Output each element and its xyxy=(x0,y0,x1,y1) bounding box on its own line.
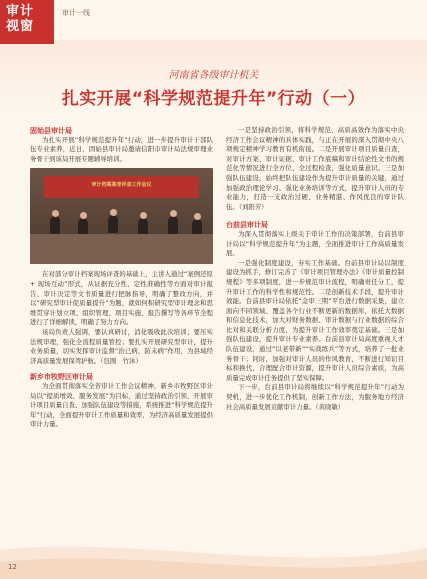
section-heading-muye: 新乡市牧野区审计局 xyxy=(30,372,93,382)
section-heading-taiqian: 台前县审计局 xyxy=(226,220,268,230)
column-badge xyxy=(0,0,54,44)
attendee-head xyxy=(52,210,59,217)
article-subtitle: 河南省各级审计机关 xyxy=(168,70,259,81)
meeting-photo xyxy=(30,168,213,264)
section-label: 审计一线 xyxy=(62,9,90,17)
paragraph: 下一步，台前县审计局将继续以“科学规范提升年”行动为契机，进一步优化工作机制，创新工作方法，为服务地方经济社会高质量发展贡献审计力量。（黄晓敏） xyxy=(226,383,404,411)
attendee-figure xyxy=(50,216,60,234)
paragraph: 为扎实开展“科学规范提升年”行动，进一步提升审计干部队伍专业素养，近日，固始县审计局邀请信阳市审计局法规审理业务骨干到该局开展专题辅导培训。 xyxy=(30,135,213,163)
left-column xyxy=(30,126,213,430)
conference-table xyxy=(30,234,213,264)
paragraph: 在对部分审计档案现场评查的基础上，主讲人通过“案例还原 + 现场互动”形式，从证据充分性、定性准确性等方面对审计报告、审计决定等文书质量进行把脉指导，明确了整改方向，并以“研究型审计促质量提升”为题，就如何积研究型审计理念和思维贯穿计划立项、组织管理、项目实施、报告撰写等各环节全程进行了详细解读，明确了努力方向。 xyxy=(30,270,213,327)
paragraph: 一是坚持政治引领，将科学规范、高质高效作为落实中央经济工作会议精神的具体实践，与正在开展的深入贯彻中央八项规定精神学习教育有机衔接。二是开展审计项目质量自查，对审计方案、审计证据、审计工作底稿和审计结论性文书的规范化等情况进行全方位、全过程检查，强化质量意识。三是加强队伍建设，始终把队伍建设作为提升审计质量的关键，通过加强政治理论学习、强化业务培训等方式，提升审计人员的专业能力，打造一支政治过硬、业务精湛、作风优良的审计队伍。（刘阳芳） xyxy=(226,126,404,211)
attendee-head xyxy=(194,213,201,220)
attendee-head xyxy=(110,209,117,216)
attendee-head xyxy=(170,210,177,217)
paragraph: 该局负责人强调，要认真研讨，消化吸收此次培训；要压实法规审理，强化全流程质量管控；要扎实开展研究型审计，提升业务质量，切实发挥审计监督“治已病、防未病”作用，为县域经济高质量发展保驾护航。（包刚 竹沐） xyxy=(30,327,213,365)
decorative-footer-curve xyxy=(0,530,427,579)
badge-line-1: 审计 xyxy=(6,4,35,19)
section-heading-gushi: 固始县审计局 xyxy=(30,126,72,135)
attendee-head xyxy=(80,212,87,219)
attendee-figure xyxy=(168,216,178,234)
photo-banner xyxy=(44,176,199,198)
badge-line-2: 视窗 xyxy=(6,19,35,34)
attendee-figure xyxy=(108,215,118,233)
paragraph: 一是强化制度建设，夯实工作基础。台前县审计局以制度建设为抓手，修订完善了《审计项目管理办法》《审计质量控制规程》等多项制度，进一步规范审计流程，明确责任分工，提升审计工作的科学性和规范性。二是创新技术手段，提升审计效能。台前县审计局依托“金审三期”平台进行数据采集，建立面向不同领域、覆盖各个行业不断更新的数据库，依托大数据和信息化技术，加大对财务数据、审计数据与行业数据的综合比对和关联分析力度，为提升审计工作效率奠定基础。三是加强队伍建设，提升审计专业素养。台前县审计局高度重视人才队伍建设，通过“以老带新”“实战练兵”等方式，培养了一批业务骨干；同时，加强对审计人员的作风教育，不断进行知识目标和换代，合理配合审计资源，提升审计人员综合素质，为高质量完成审计任务提供了坚实保障。 xyxy=(226,258,404,382)
right-column xyxy=(226,126,404,412)
page-number: 12 xyxy=(8,563,17,571)
article-title: 扎实开展“科学规范提升年”行动（一） xyxy=(61,89,366,109)
photo-banner-text: 审计档案案卷评查工作会议 xyxy=(91,182,152,189)
attendee-head xyxy=(140,212,147,219)
paragraph: 为全面贯彻落实全省审计工作会议精神，新乡市牧野区审计局以“提质增效、服务发展”为目标，通过坚持政治引领、开展审计项目质量自查、加强队伍建设等措施，系统推进“科学规范提升年”行动，全面提升审计工作质量和效率，为经济高质量发展提供审计力量。 xyxy=(30,381,213,429)
paragraph: 为深入贯彻落实上级关于审计工作的决策部署，台前县审计局以“科学规范提升年”为主题，全面推进审计工作高质量发展。 xyxy=(226,229,404,258)
